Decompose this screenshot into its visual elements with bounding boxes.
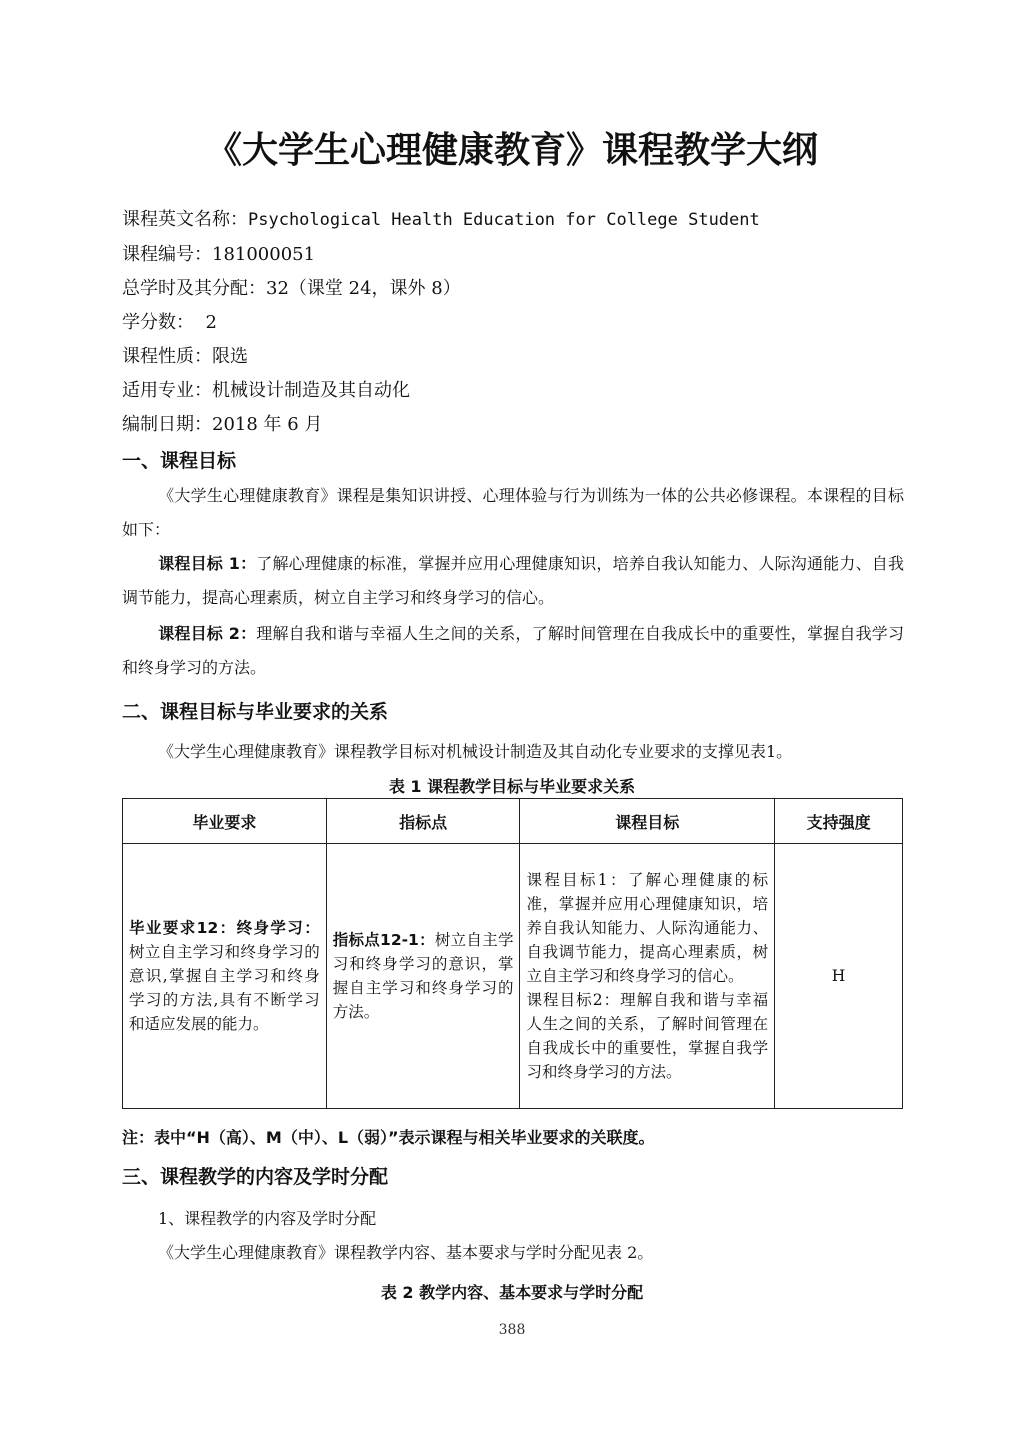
requirement-label: 毕业要求12：终身学习：: [129, 919, 320, 937]
page-number: 388: [498, 1322, 526, 1338]
goal2-paragraph: [122, 617, 904, 685]
table1-caption: 表 1 课程教学目标与毕业要求关系: [388, 777, 636, 796]
indicator-label: 指标点12-1：: [332, 931, 435, 949]
indicator-text: 树立自主学习和终身学习的意识，掌握自主学习和终身学习的方法。: [332, 931, 514, 1021]
section3-heading: 三、课程教学的内容及学时分配: [122, 1166, 389, 1188]
goal1-label: 课程目标 1：: [158, 554, 257, 573]
table-row: [123, 844, 903, 1109]
document-title: 《大学生心理健康教育》课程教学大纲: [205, 130, 818, 171]
table1-header-goal: 课程目标: [520, 799, 775, 844]
section2-intro-text: 《大学生心理健康教育》课程教学目标对机械设计制造及其自动化专业要求的支撑见表1。: [158, 742, 793, 761]
table1-header-indicator: 指标点: [326, 799, 520, 844]
meta-course-hours: 总学时及其分配：32（课堂 24，课外 8）: [122, 278, 461, 299]
requirement-text: 树立自主学习和终身学习的意识,掌握自主学习和终身学习的方法,具有不断学习和适应发展的能力。: [129, 943, 320, 1033]
section3-intro-text: 《大学生心理健康教育》课程教学内容、基本要求与学时分配见表 2。: [158, 1243, 654, 1262]
table1-goal-1: 课程目标1：了解心理健康的标准，掌握并应用心理健康知识，培养自我认知能力、人际沟通能力、自我调节能力，提高心理素质，树立自主学习和终身学习的信心。: [526, 871, 769, 985]
table1-cell-strength: H: [775, 844, 903, 1109]
table1-header-row: [123, 799, 903, 844]
section2-heading: 二、课程目标与毕业要求的关系: [122, 701, 389, 723]
section2-intro: [122, 735, 904, 769]
goal2-text: 理解自我和谐与幸福人生之间的关系，了解时间管理在自我成长中的重要性，掌握自我学习和终身学习的方法。: [122, 624, 904, 677]
meta-english-name-value: Psychological Health Education for College Student: [248, 210, 760, 230]
section1-intro: [122, 479, 904, 547]
meta-course-code: 课程编号：181000051: [122, 244, 316, 265]
meta-credits: 学分数： 2: [122, 312, 217, 333]
table1-cell-indicator: [326, 844, 520, 1109]
meta-date: 编制日期：2018 年 6 月: [122, 414, 323, 435]
table1-cell-goals: [520, 844, 775, 1109]
section1-intro-text: 《大学生心理健康教育》课程是集知识讲授、心理体验与行为训练为一体的公共必修课程。本课程的目标如下：: [122, 486, 904, 539]
section3-intro: [122, 1236, 904, 1270]
table1-cell-requirement: [123, 844, 327, 1109]
meta-major: 适用专业：机械设计制造及其自动化: [122, 380, 410, 401]
meta-english-name-label: 课程英文名称：: [122, 209, 248, 230]
table2-caption: 表 2 教学内容、基本要求与学时分配: [380, 1283, 644, 1302]
goal2-label: 课程目标 2：: [158, 624, 257, 643]
table1-header-strength: 支持强度: [775, 799, 903, 844]
section1-heading: 一、课程目标: [122, 450, 237, 472]
table1-goal-2: 课程目标2：理解自我和谐与幸福人生之间的关系，了解时间管理在自我成长中的重要性，掌握自我学习和终身学习的方法。: [526, 991, 769, 1081]
table1: [122, 798, 903, 1109]
goal1-paragraph: [122, 547, 904, 615]
goal1-text: 了解心理健康的标准，掌握并应用心理健康知识，培养自我认知能力、人际沟通能力、自我调节能力，提高心理素质，树立自主学习和终身学习的信心。: [122, 554, 904, 607]
table1-note: 注：表中“H（高）、M（中）、L（弱）”表示课程与相关毕业要求的关联度。: [122, 1128, 655, 1147]
meta-course-nature: 课程性质：限选: [122, 346, 248, 367]
section3-subheading: 1、课程教学的内容及学时分配: [158, 1209, 377, 1228]
meta-english-name: [122, 208, 760, 232]
table1-header-requirement: 毕业要求: [123, 799, 327, 844]
